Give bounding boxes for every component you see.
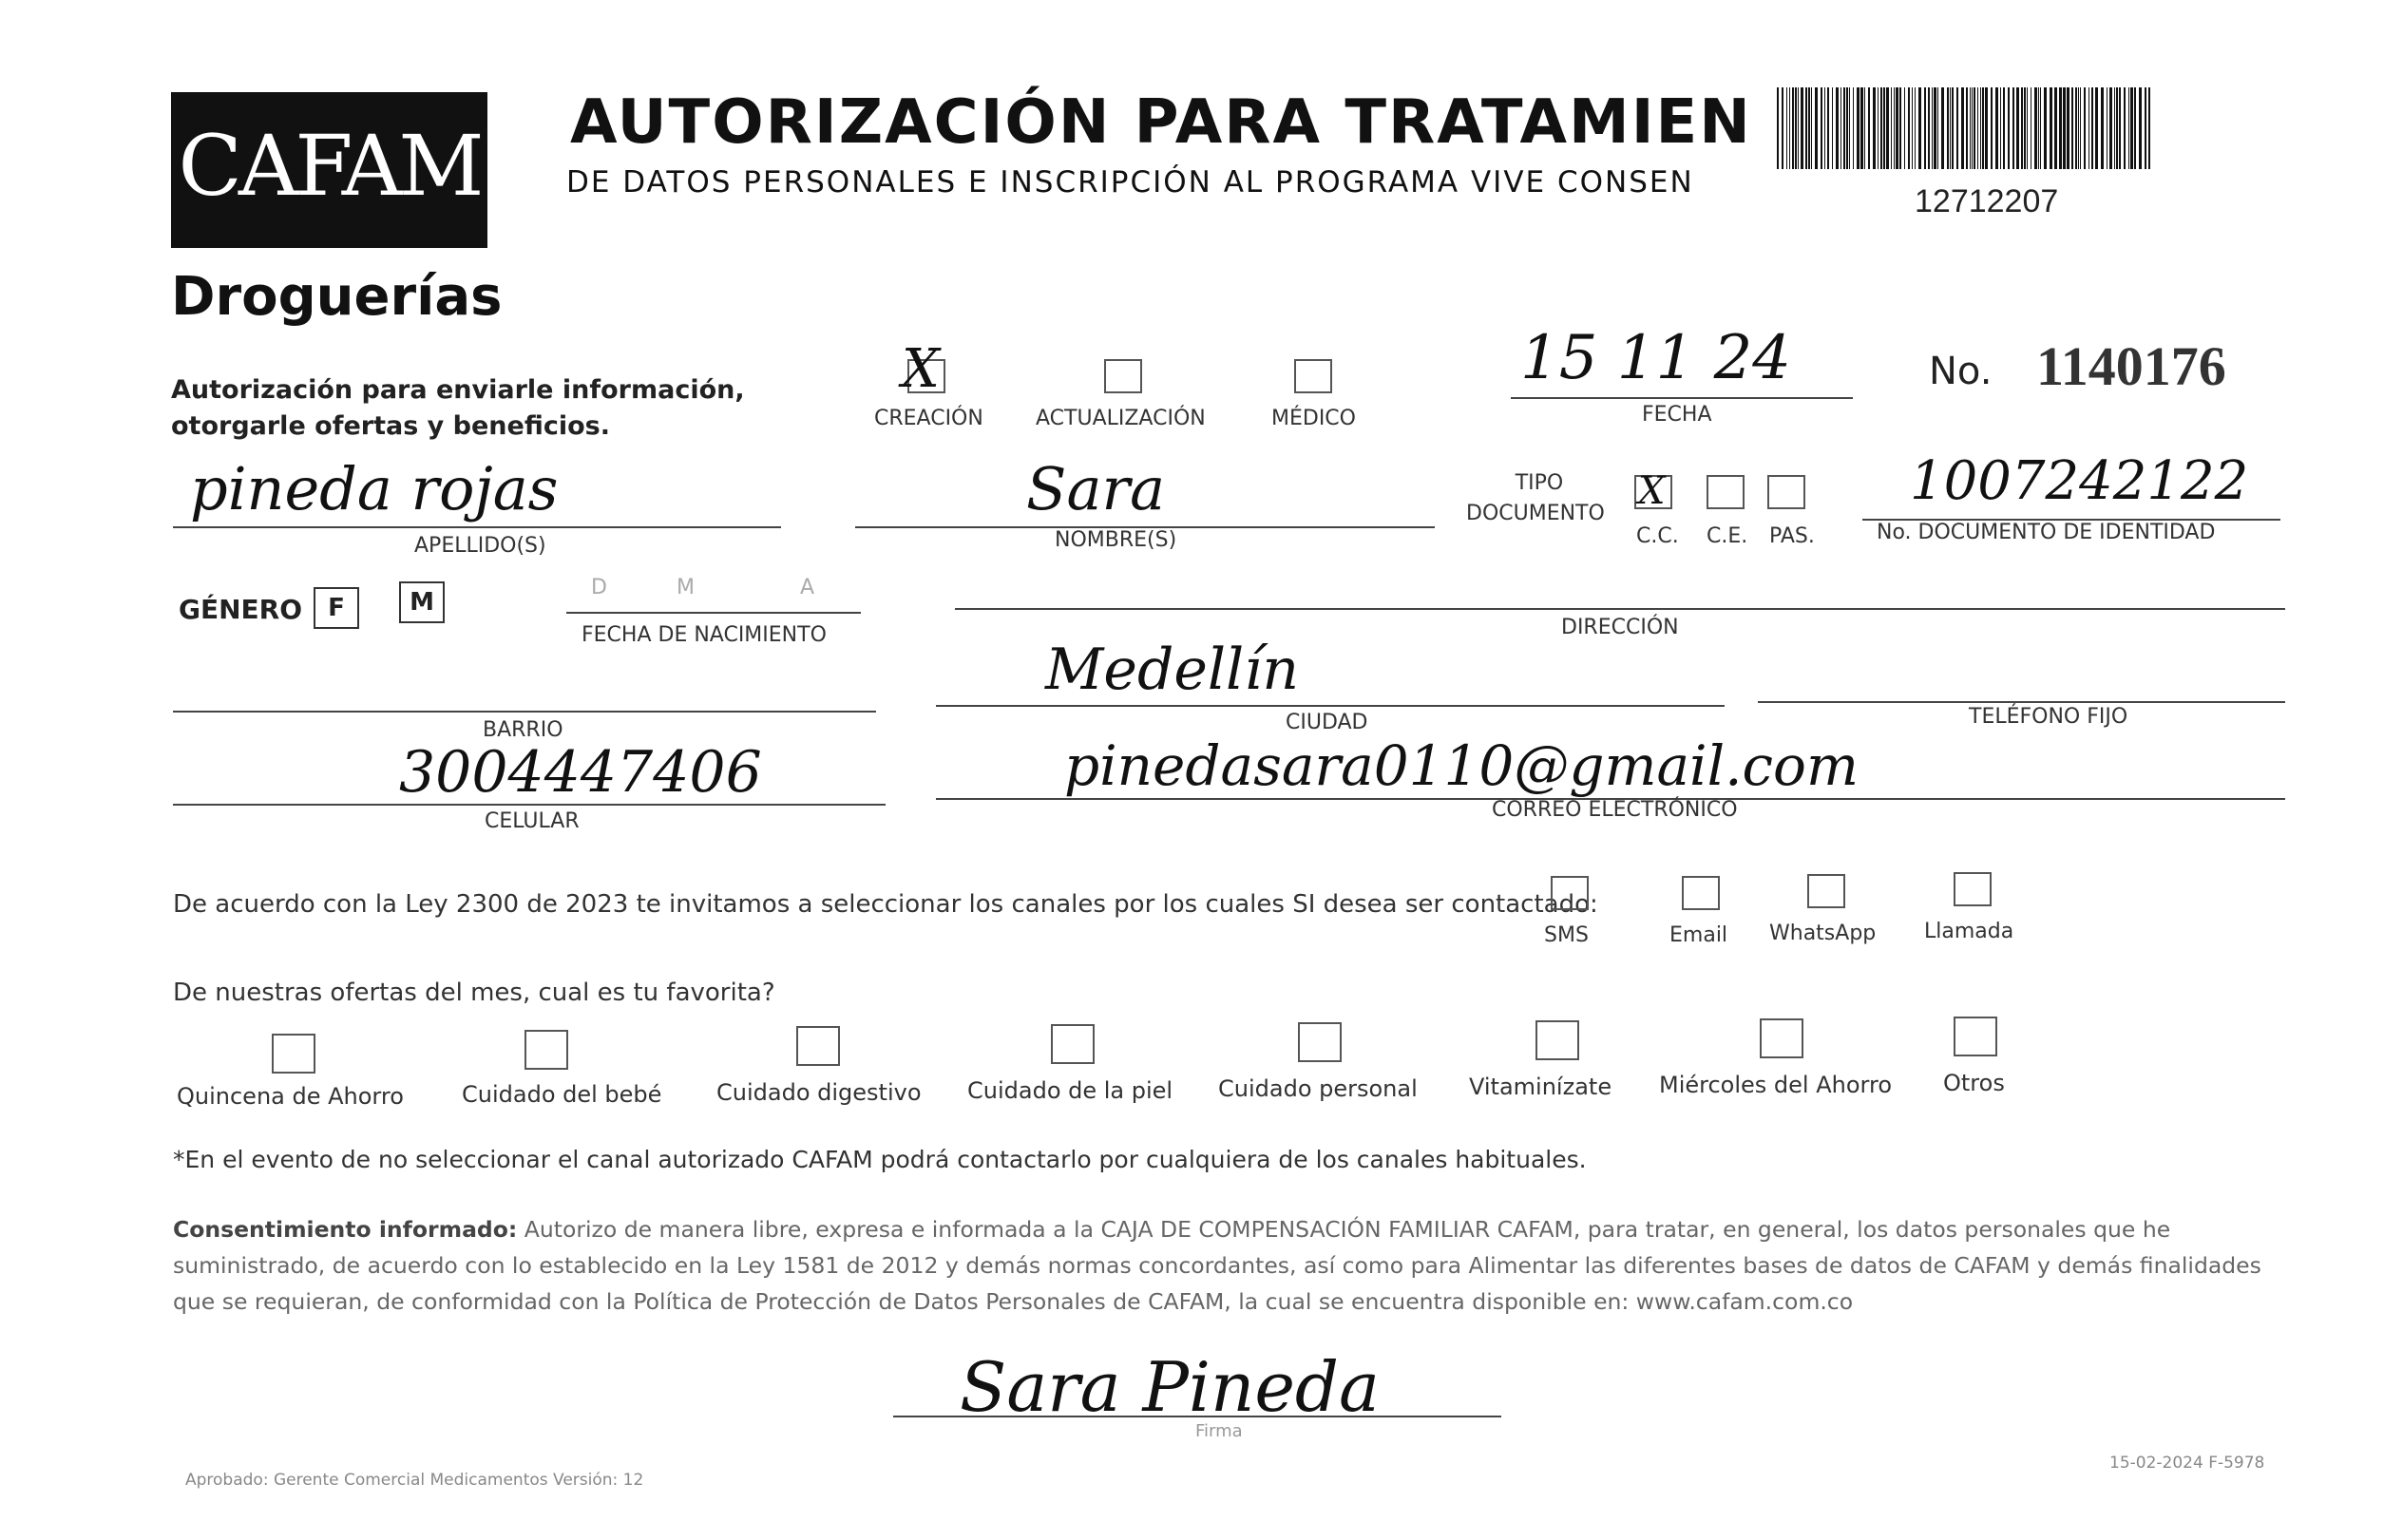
barcode-bar	[2145, 87, 2146, 169]
barcode-bar	[2075, 87, 2077, 169]
barcode-bar	[1832, 87, 1833, 169]
llamada-checkbox[interactable]	[1954, 872, 1992, 906]
barcode-bar	[1928, 87, 1930, 169]
llamada-label: Llamada	[1924, 920, 2014, 943]
barcode-bar	[1977, 87, 1978, 169]
brand-subtitle: Droguerías	[171, 266, 503, 328]
barcode-bar	[2078, 87, 2079, 169]
documento-label: No. DOCUMENTO DE IDENTIDAD	[1877, 521, 2216, 544]
barcode-bar	[2024, 87, 2026, 169]
fecha-label: FECHA	[1642, 403, 1712, 427]
apellidos-value[interactable]: pineda rojas	[190, 454, 559, 523]
footer-right: 15-02-2024 F-5978	[2109, 1454, 2265, 1473]
genero-label: GÉNERO	[179, 594, 303, 625]
barcode-bar	[1843, 87, 1845, 169]
barcode-bar	[1786, 87, 1787, 169]
direccion-line[interactable]	[955, 608, 2285, 610]
barcode-bar	[2091, 87, 2093, 169]
barcode-bar	[1970, 87, 1971, 169]
tipo-label-2: DOCUMENTO	[1466, 502, 1605, 525]
genero-f-box[interactable]: F	[314, 587, 359, 629]
oferta-bebe-checkbox[interactable]	[524, 1030, 568, 1070]
barcode-bar	[1801, 87, 1803, 169]
nacimiento-m: M	[677, 576, 695, 599]
oferta-piel-label: Cuidado de la piel	[967, 1077, 1173, 1104]
oferta-quincena-label: Quincena de Ahorro	[177, 1083, 404, 1110]
barcode-bar	[1886, 87, 1889, 169]
barcode-bar	[2148, 87, 2150, 169]
barcode-bar	[1857, 87, 1860, 169]
barcode-bar	[1924, 87, 1926, 169]
barcode-bar	[1915, 87, 1916, 169]
barcode-bar	[2012, 87, 2014, 169]
telefono-label: TELÉFONO FIJO	[1969, 705, 2128, 729]
email-label: Email	[1669, 923, 1728, 947]
barcode-bar	[1972, 87, 1973, 169]
cc-checkbox[interactable]	[1634, 469, 1672, 513]
fecha-line	[1511, 397, 1853, 399]
page-subtitle: DE DATOS PERSONALES E INSCRIPCIÓN AL PROGRAMA VIVE CONSEN	[566, 165, 1694, 200]
barcode-bar	[1777, 87, 1779, 169]
barcode-bar	[1950, 87, 1951, 169]
oferta-vitaminas-label: Vitaminízate	[1469, 1074, 1612, 1100]
barcode-bar	[1878, 87, 1879, 169]
creacion-check-mark: X	[902, 338, 940, 400]
barcode-bar	[1860, 87, 1863, 169]
barcode-bar	[1795, 87, 1797, 169]
numero-value: 1140176	[2036, 335, 2226, 397]
oferta-vitaminas-checkbox[interactable]	[1535, 1020, 1579, 1060]
barcode-bar	[2084, 87, 2086, 169]
oferta-miercoles-label: Miércoles del Ahorro	[1659, 1072, 1893, 1098]
nacimiento-line[interactable]	[566, 612, 861, 614]
barcode-bar	[1792, 87, 1794, 169]
barcode-bar	[1952, 87, 1954, 169]
consent-text	[173, 1211, 2292, 1320]
oferta-bebe-label: Cuidado del bebé	[462, 1081, 662, 1108]
barcode-bar	[1985, 87, 1988, 169]
barcode-bar	[2044, 87, 2047, 169]
telefono-line[interactable]	[1758, 701, 2285, 703]
barcode-bar	[2130, 87, 2133, 169]
barcode-bar	[1912, 87, 1913, 169]
barrio-label: BARRIO	[483, 718, 563, 742]
documento-value[interactable]: 1007242122	[1910, 450, 2249, 512]
nacimiento-d: D	[591, 576, 607, 599]
creacion-checkbox[interactable]	[902, 338, 945, 400]
footer-left: Aprobado: Gerente Comercial Medicamentos Versión: 12	[185, 1471, 644, 1490]
barcode-bar	[2003, 87, 2005, 169]
nacimiento-label: FECHA DE NACIMIENTO	[582, 623, 827, 647]
barcode-bar	[1980, 87, 1981, 169]
barrio-line[interactable]	[173, 711, 876, 713]
barcode-bar	[1896, 87, 1898, 169]
ce-checkbox[interactable]	[1707, 475, 1745, 509]
apellidos-label: APELLIDO(S)	[414, 534, 546, 558]
barcode-bar	[2088, 87, 2089, 169]
barcode-bar	[1836, 87, 1839, 169]
ce-label: C.E.	[1707, 524, 1748, 548]
barcode-bar	[1815, 87, 1818, 169]
barcode-bar	[2034, 87, 2037, 169]
nota: *En el evento de no seleccionar el canal autorizado CAFAM podrá contactarlo por cualquiera de los canales habituales.	[173, 1146, 1587, 1173]
barcode-bar	[1827, 87, 1829, 169]
sms-checkbox[interactable]	[1551, 876, 1589, 910]
barcode-bar	[1995, 87, 1998, 169]
barcode-bar	[1894, 87, 1895, 169]
barcode-bar	[2119, 87, 2121, 169]
barcode-bar	[2000, 87, 2001, 169]
barcode-bar	[1937, 87, 1938, 169]
barcode-bar	[2021, 87, 2023, 169]
numero-label: No.	[1929, 350, 1993, 393]
barcode-bar	[1974, 87, 1975, 169]
barcode-bar	[1805, 87, 1807, 169]
barcode-bar	[1873, 87, 1876, 169]
barcode-bar	[2063, 87, 2066, 169]
consent-body: Autorizo de manera libre, expresa e informada a la CAJA DE COMPENSACIÓN FAMILIAR CAFAM, para tratar, en general, los datos personales que he suministrado, de acuerdo con lo establecido en la Ley 1581 de 2012 y demás normas concordantes, así como para Alimentar las diferentes bases de datos de CAFAM y demás finalidades que se requieran, de conformidad con la Política de Protección de Datos Personales de CAFAM, la cual se encuentra disponible en: www.cafam.com.co	[173, 1216, 2261, 1315]
barcode-bar	[2059, 87, 2062, 169]
barcode-bar	[2050, 87, 2052, 169]
barcode-bar	[2095, 87, 2098, 169]
barcode-bar	[1808, 87, 1810, 169]
barcode-bar	[2071, 87, 2073, 169]
barcode-bar	[1966, 87, 1968, 169]
logo-text: CAFAM	[178, 117, 481, 215]
barcode-bar	[1840, 87, 1841, 169]
page-title: AUTORIZACIÓN PARA TRATAMIEN	[570, 87, 1752, 158]
barcode-bar	[2067, 87, 2069, 169]
tipo-label-1: TIPO	[1515, 471, 1564, 495]
celular-label: CELULAR	[485, 809, 580, 833]
medico-checkbox[interactable]	[1294, 359, 1332, 393]
barcode-bar	[1824, 87, 1825, 169]
barcode-bar	[1821, 87, 1822, 169]
barcode-bar	[1956, 87, 1958, 169]
celular-line	[173, 804, 886, 806]
barcode-bar	[1947, 87, 1949, 169]
oferta-otros-label: Otros	[1943, 1070, 2005, 1096]
barcode-bar	[2124, 87, 2126, 169]
barcode-bar	[2016, 87, 2019, 169]
barcode-bar	[1811, 87, 1812, 169]
canales-question: De acuerdo con la Ley 2300 de 2023 te invitamos a seleccionar los canales por los cuales SI desea ser contactado:	[173, 890, 1598, 919]
celular-value[interactable]: 3004447406	[399, 739, 762, 806]
ciudad-label: CIUDAD	[1286, 711, 1368, 734]
barcode-bar	[1864, 87, 1865, 169]
ciudad-value[interactable]: Medellín	[1045, 637, 1300, 703]
barcode-bar	[1868, 87, 1870, 169]
barcode-bar	[1918, 87, 1921, 169]
barcode	[1775, 87, 2155, 169]
barcode-bar	[2109, 87, 2112, 169]
barcode-bar	[2128, 87, 2129, 169]
consent-heading: Consentimiento informado:	[173, 1216, 518, 1243]
nacimiento-a: A	[800, 576, 815, 599]
barcode-bar	[1908, 87, 1910, 169]
barcode-bar	[2139, 87, 2142, 169]
barcode-bar	[1883, 87, 1885, 169]
barcode-bar	[2101, 87, 2104, 169]
oferta-quincena-checkbox[interactable]	[272, 1034, 315, 1074]
barcode-bar	[1961, 87, 1964, 169]
oferta-digestivo-checkbox[interactable]	[796, 1026, 840, 1066]
oferta-personal-checkbox[interactable]	[1298, 1022, 1342, 1062]
barcode-bar	[1782, 87, 1783, 169]
ofertas-question: De nuestras ofertas del mes, cual es tu favorita?	[173, 979, 775, 1007]
barcode-bar	[2008, 87, 2010, 169]
whatsapp-label: WhatsApp	[1769, 922, 1877, 945]
barcode-bar	[1789, 87, 1790, 169]
barcode-bar	[2040, 87, 2041, 169]
correo-label: CORREO ELECTRÓNICO	[1492, 798, 1738, 822]
firma-label: Firma	[1195, 1421, 1243, 1441]
oferta-otros-checkbox[interactable]	[1954, 1017, 1997, 1056]
oferta-miercoles-checkbox[interactable]	[1760, 1018, 1803, 1058]
barcode-bar	[1904, 87, 1905, 169]
barcode-bar	[2027, 87, 2028, 169]
nombres-value[interactable]: Sara	[1026, 454, 1166, 523]
barcode-bar	[2080, 87, 2081, 169]
barcode-bar	[1941, 87, 1944, 169]
cafam-logo	[171, 92, 487, 248]
firma-value[interactable]: Sara Pineda	[960, 1347, 1380, 1427]
oferta-piel-checkbox[interactable]	[1051, 1024, 1095, 1064]
barcode-bar	[1899, 87, 1901, 169]
oferta-digestivo-label: Cuidado digestivo	[716, 1079, 922, 1106]
fecha-value[interactable]: 15 11 24	[1520, 323, 1791, 393]
barcode-number: 12712207	[1915, 183, 2059, 219]
direccion-label: DIRECCIÓN	[1561, 616, 1679, 639]
sms-label: SMS	[1544, 923, 1589, 947]
email-checkbox[interactable]	[1682, 876, 1720, 910]
barcode-bar	[2116, 87, 2118, 169]
barcode-bar	[2134, 87, 2136, 169]
barcode-bar	[2038, 87, 2039, 169]
barcode-bar	[1880, 87, 1882, 169]
barcode-bar	[2054, 87, 2057, 169]
barcode-bar	[1853, 87, 1854, 169]
nombres-label: NOMBRE(S)	[1055, 528, 1177, 552]
barcode-bar	[1891, 87, 1892, 169]
ciudad-line	[936, 705, 1725, 707]
actualizacion-label: ACTUALIZACIÓN	[1036, 407, 1206, 430]
barcode-bar	[1982, 87, 1984, 169]
intro-text	[171, 372, 779, 445]
correo-value[interactable]: pinedasara0110@gmail.com	[1064, 733, 1859, 798]
oferta-personal-label: Cuidado personal	[1218, 1075, 1418, 1102]
barcode-bar	[1846, 87, 1848, 169]
barcode-bar	[1934, 87, 1936, 169]
barcode-bar	[2114, 87, 2115, 169]
creacion-label: CREACIÓN	[874, 407, 983, 430]
intro-line-2: otorgarle ofertas y beneficios.	[171, 411, 610, 441]
barcode-bar	[1991, 87, 1993, 169]
barcode-bar	[1849, 87, 1850, 169]
actualizacion-checkbox[interactable]	[1104, 359, 1142, 393]
barcode-bar	[1932, 87, 1933, 169]
genero-m-box[interactable]: M	[399, 581, 445, 623]
pas-label: PAS.	[1769, 524, 1815, 548]
medico-label: MÉDICO	[1271, 407, 1356, 430]
cc-label: C.C.	[1636, 524, 1679, 548]
intro-line-1: Autorización para enviarle información,	[171, 375, 745, 405]
pas-checkbox[interactable]	[1767, 475, 1805, 509]
cc-check-mark: X	[1638, 469, 1666, 513]
apellidos-line	[173, 526, 781, 528]
firma-line	[893, 1416, 1501, 1417]
whatsapp-checkbox[interactable]	[1807, 874, 1845, 908]
barcode-bar	[1798, 87, 1799, 169]
